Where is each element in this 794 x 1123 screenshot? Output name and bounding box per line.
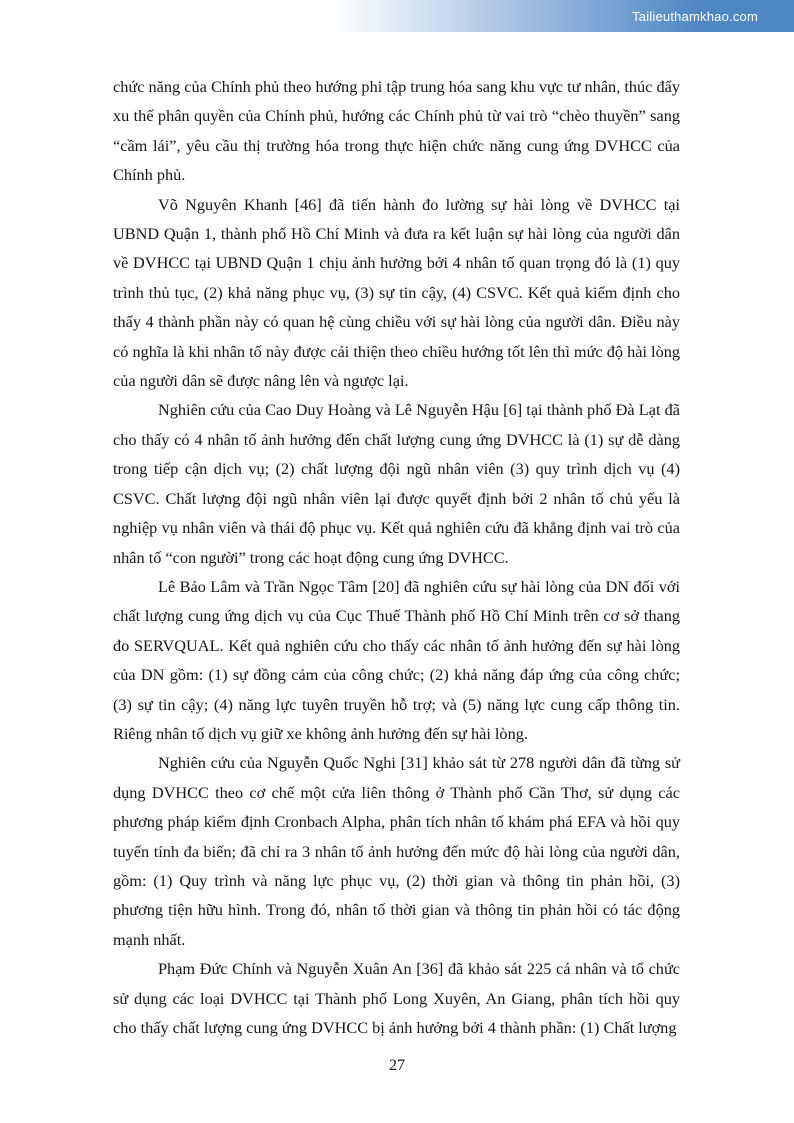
paragraph: Nghiên cứu của Nguyễn Quốc Nghi [31] khảo sát từ 278 người dân đã từng sử dụng DVHCC theo cơ chế một cửa liên thông ở Thành phố Cần Thơ, sử dụng các phương pháp kiểm định Cronbach Alpha, phân tích nhân tố khám phá EFA và hồi quy tuyến tính đa biến; đã chỉ ra 3 nhân tố ảnh hưởng đến mức độ hài lòng của người dân, gồm: (1) Quy trình và năng lực phục vụ, (2) thời gian và thông tin phản hồi, (3) phương tiện hữu hình. Trong đó, nhân tố thời gian và thông tin phản hồi có tác động mạnh nhất.	[113, 753, 680, 949]
watermark-banner	[0, 0, 794, 32]
paragraph: Võ Nguyên Khanh [46] đã tiến hành đo lường sự hài lòng về DVHCC tại UBND Quận 1, thành phố Hồ Chí Minh và đưa ra kết luận sự hài lòng của người dân về DVHCC tại UBND Quận 1 chịu ảnh hưởng bởi 4 nhân tố quan trọng đó là (1) quy trình thủ tục, (2) khả năng phục vụ, (3) sự tin cậy, (4) CSVC. Kết quả kiểm định cho thấy 4 thành phần này có quan hệ cùng chiều với sự hài lòng của người dân. Điều này có nghĩa là khi nhân tố này được cải thiện theo chiều hướng tốt lên thì mức độ hài lòng của người dân sẽ được nâng lên và ngược lại.	[113, 194, 680, 391]
paragraph: chức năng của Chính phủ theo hướng phi tập trung hóa sang khu vực tư nhân, thúc đẩy xu thế phân quyền của Chính phủ, hướng các Chính phủ từ vai trò “chèo thuyền” sang “cầm lái”, yêu cầu thị trường hóa trong thực hiện chức năng cung ứng DVHCC của Chính phủ.	[113, 77, 680, 185]
document-body	[113, 72, 680, 1042]
paragraph: Nghiên cứu của Cao Duy Hoàng và Lê Nguyễn Hậu [6] tại thành phố Đà Lạt đã cho thấy có 4 nhân tố ảnh hưởng đến chất lượng cung ứng DVHCC là (1) sự dễ dàng trong tiếp cận dịch vụ; (2) chất lượng đội ngũ nhân viên (3) quy trình dịch vụ (4) CSVC. Chất lượng đội ngũ nhân viên lại được quyết định bởi 2 nhân tố chủ yếu là nghiệp vụ nhân viên và thái độ phục vụ. Kết quả nghiên cứu đã khẳng định vai trò của nhân tố “con người” trong các hoạt động cung ứng DVHCC.	[113, 400, 680, 567]
page-number: 27	[389, 1057, 405, 1074]
watermark-text: Tailieuthamkhao.com	[632, 8, 758, 24]
paragraph: Lê Bảo Lâm và Trần Ngọc Tâm [20] đã nghiên cứu sự hài lòng của DN đối với chất lượng cung ứng dịch vụ của Cục Thuế Thành phố Hồ Chí Minh trên cơ sở thang đo SERVQUAL. Kết quả nghiên cứu cho thấy các nhân tố ảnh hưởng đến sự hài lòng của DN gồm: (1) sự đồng cảm của công chức; (2) khả năng đáp ứng của công chức; (3) sự tin cậy; (4) năng lực tuyên truyền hỗ trợ; và (5) năng lực cung cấp thông tin. Riêng nhân tố dịch vụ giữ xe không ảnh hưởng đến sự hài lòng.	[113, 576, 680, 743]
paragraph: Phạm Đức Chính và Nguyễn Xuân An [36] đã khảo sát 225 cá nhân và tổ chức sử dụng các loại DVHCC tại Thành phố Long Xuyên, An Giang, phân tích hồi quy cho thấy chất lượng cung ứng DVHCC bị ảnh hưởng bởi 4 thành phần: (1) Chất lượng	[113, 959, 680, 1037]
